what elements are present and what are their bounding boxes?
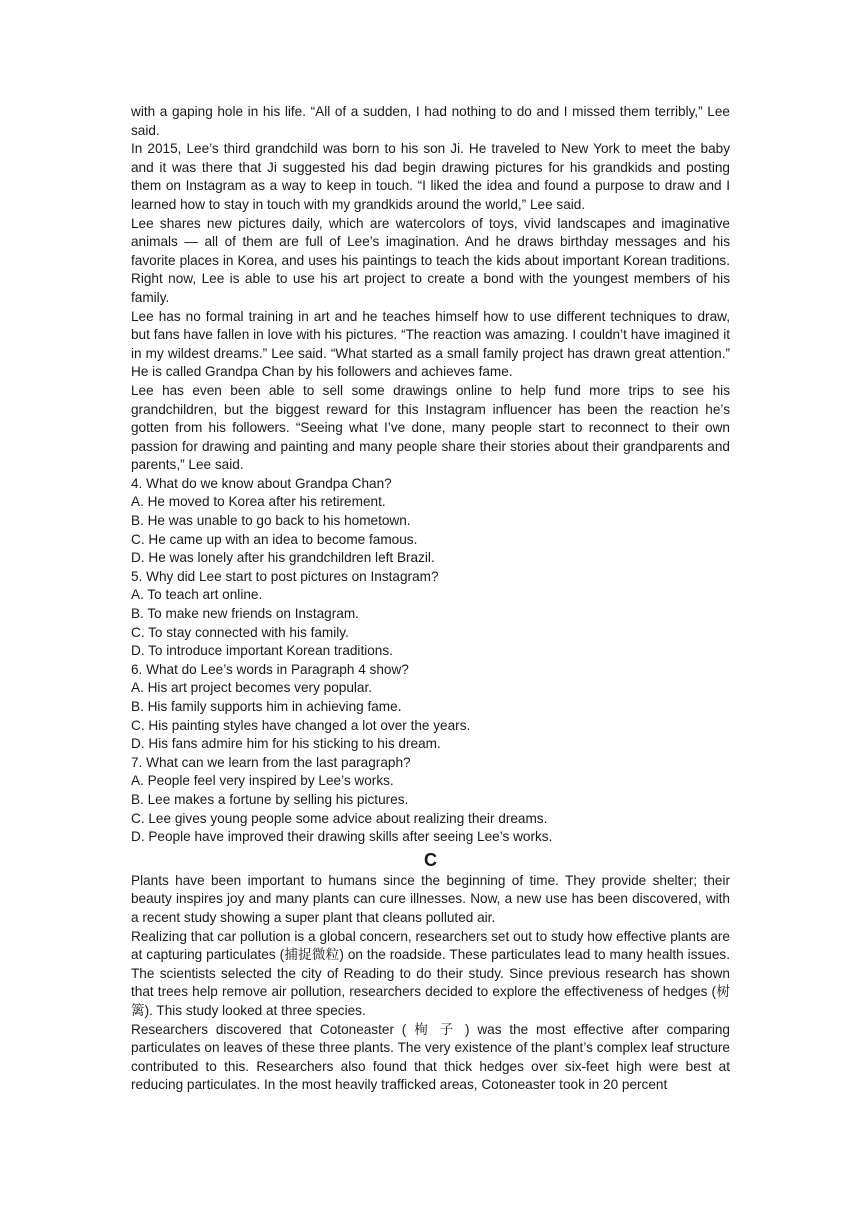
answer-option: D. People have improved their drawing skills after seeing Lee’s works. — [131, 829, 553, 845]
question-4 — [131, 475, 730, 568]
question-7 — [131, 754, 730, 847]
passage-c — [131, 872, 730, 1095]
answer-option: B. His family supports him in achieving fame. — [131, 699, 402, 714]
document-page — [131, 103, 730, 1095]
answer-option: A. He moved to Korea after his retirement. — [131, 494, 386, 510]
answer-option: B. To make new friends on Instagram. — [131, 606, 359, 622]
question-stem: 5. Why did Lee start to post pictures on Instagram? — [131, 568, 439, 584]
passage-b-paragraph-1: with a gaping hole in his life. “All of a sudden, I had nothing to do and I missed them terribly,” Lee said. — [131, 104, 730, 138]
question-stem: 7. What can we learn from the last paragraph? — [131, 754, 411, 770]
answer-option: C. He came up with an idea to become famous. — [131, 531, 418, 547]
answer-option: D. He was lonely after his grandchildren left Brazil. — [131, 550, 435, 566]
passage-c-paragraph-2: Realizing that car pollution is a global concern, researchers set out to study how effective plants are at capturing particulates (捕捉微粒) on the roadside. These particulates lead to many health issues. The scientists selected the city of Reading to do their study. Since previous research has shown that trees help remove air pollution, researchers decided to explore the effectiveness of hedges (树篱). This study looked at three species. — [131, 928, 730, 1018]
answer-option: C. Lee gives young people some advice about realizing their dreams. — [131, 810, 548, 826]
question-6 — [131, 661, 730, 754]
answer-option: A. His art project becomes very popular. — [131, 680, 373, 696]
answer-option: D. To introduce important Korean traditions. — [131, 643, 393, 659]
passage-b-paragraph-4: Lee has no formal training in art and he teaches himself how to use different techniques to draw, but fans have fallen in love with his pictures. “The reaction was amazing. I couldn’t have imagined it in my wildest dreams.” Lee said. “What started as a small family project has drawn great attention.” He is called Grandpa Chan by his followers and achieves fame. — [131, 308, 730, 380]
question-stem: 4. What do we know about Grandpa Chan? — [131, 475, 392, 491]
answer-option: B. Lee makes a fortune by selling his pictures. — [131, 791, 409, 807]
answer-option: C. To stay connected with his family. — [131, 624, 349, 640]
answer-option: C. His painting styles have changed a lot over the years. — [131, 717, 471, 733]
question-list — [131, 475, 730, 847]
passage-c-paragraph-3: Researchers discovered that Cotoneaster ( 栒 子 ) was the most effective after comparing particulates on leaves of these three plants. The very existence of the plant’s complex leaf structure contributed to this. Researchers also found that thick hedges over six-feet high were best at reducing particulates. In the most heavily trafficked areas, Cotoneaster took in 20 percent — [131, 1021, 730, 1093]
passage-b — [131, 103, 730, 475]
passage-b-paragraph-2: In 2015, Lee’s third grandchild was born to his son Ji. He traveled to New York to meet the baby and it was there that Ji suggested his dad begin drawing pictures for his grandkids and posting them on Instagram as a way to keep in touch. “I liked the idea and found a purpose to draw and I learned how to stay in touch with my grandkids around the world,” Lee said. — [131, 141, 730, 212]
passage-c-paragraph-1: Plants have been important to humans since the beginning of time. They provide shelter; their beauty inspires joy and many plants can cure illnesses. Now, a new use has been discovered, with a recent study showing a super plant that cleans polluted air. — [131, 872, 730, 925]
passage-b-paragraph-5: Lee has even been able to sell some drawings online to help fund more trips to see his grandchildren, but the biggest reward for this Instagram influencer has been the reaction he’s gotten from his followers. “Seeing what I’ve done, many people start to reconnect to their own passion for drawing and painting and many people share their stories about their grandparents and parents,” Lee said. — [131, 382, 730, 473]
question-5 — [131, 568, 730, 661]
question-stem: 6. What do Lee’s words in Paragraph 4 show? — [131, 661, 409, 677]
section-c-heading: C — [424, 849, 437, 870]
answer-option: B. He was unable to go back to his hometown. — [131, 513, 411, 529]
answer-option: A. To teach art online. — [131, 587, 263, 603]
answer-option: D. His fans admire him for his sticking to his dream. — [131, 736, 441, 752]
passage-b-paragraph-3: Lee shares new pictures daily, which are watercolors of toys, vivid landscapes and imaginative animals — all of them are full of Lee’s imagination. And he draws birthday messages and his favorite places in Korea, and uses his paintings to teach the kids about important Korean traditions. Right now, Lee is able to use his art project to create a bond with the youngest members of his family. — [131, 215, 730, 305]
answer-option: A. People feel very inspired by Lee’s works. — [131, 773, 394, 789]
